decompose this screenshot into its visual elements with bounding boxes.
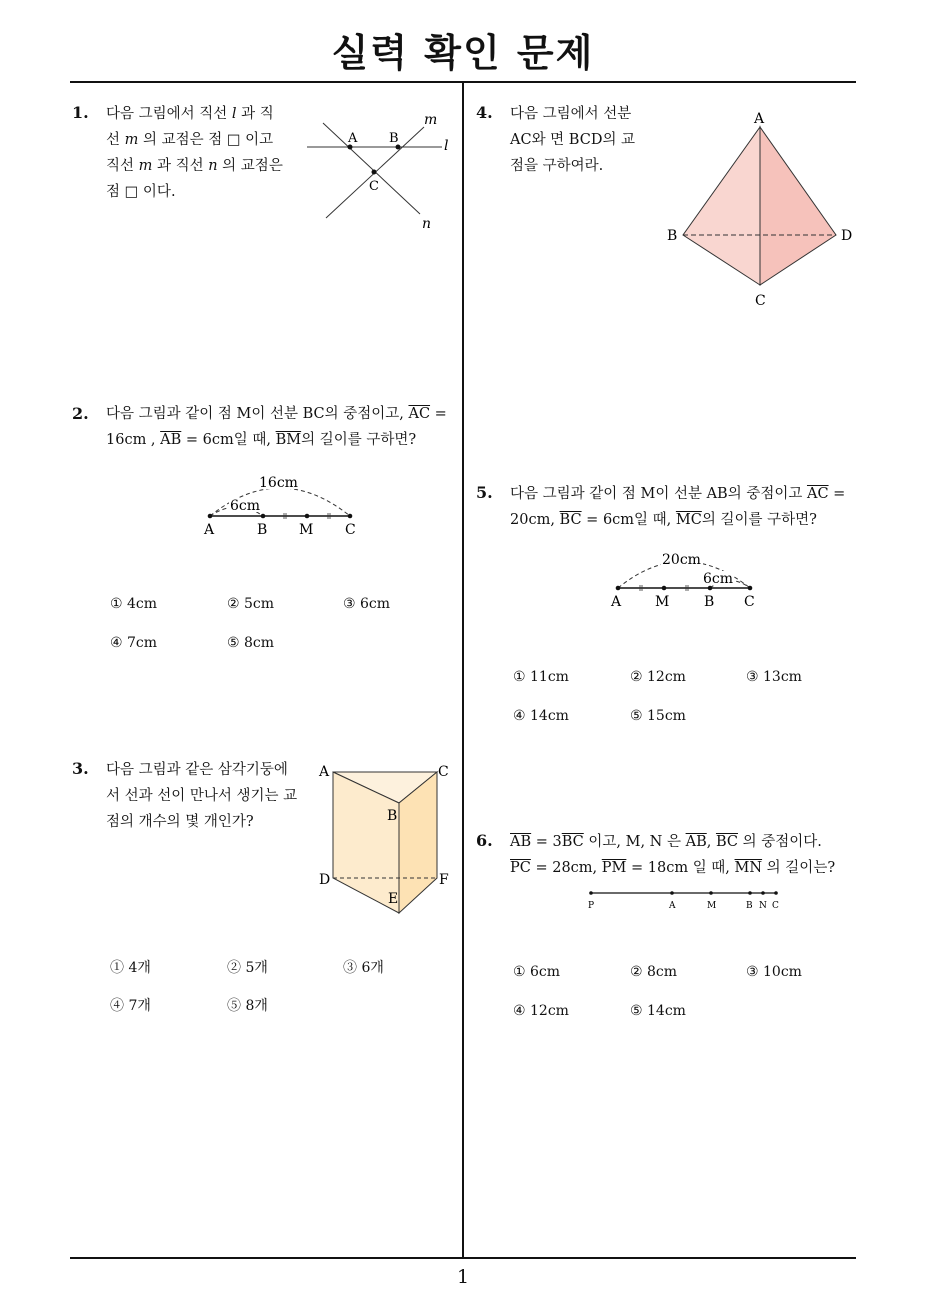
q5-text-e: 의 길이를 구하면? xyxy=(701,512,817,528)
q6-text-a: = 3 xyxy=(531,834,562,850)
label-f: F xyxy=(439,872,449,888)
q3-line-3: 점의 개수의 몇 개인가? xyxy=(106,814,254,830)
label-m: m xyxy=(424,112,438,128)
question-3-number: 3. xyxy=(72,759,89,778)
q1-text-c: 선 xyxy=(106,132,125,148)
q5-choice-3[interactable]: ③ 13cm xyxy=(746,669,802,685)
point-p xyxy=(589,891,593,895)
page-number: 1 xyxy=(456,1266,470,1288)
question-3-figure xyxy=(312,760,462,930)
label-n: n xyxy=(422,216,432,232)
label-c: C xyxy=(744,594,755,610)
question-6-figure xyxy=(580,882,790,914)
q3-choice-3[interactable]: ③ 6개 xyxy=(343,960,384,976)
q5-seg-ac: $\overline{AC}$ xyxy=(806,486,829,502)
question-1-number: 1. xyxy=(72,103,89,122)
point-c xyxy=(348,514,353,519)
label-m: M xyxy=(707,901,717,911)
question-1-figure xyxy=(300,105,460,235)
q6-text-e: = 28cm, xyxy=(530,860,602,876)
q1-var-m2: m xyxy=(138,158,153,174)
label-a: A xyxy=(611,594,622,610)
point-b xyxy=(261,514,266,519)
label-b: B xyxy=(704,594,715,610)
question-2-figure xyxy=(195,470,375,545)
q4-line-1: 다음 그림에서 선분 xyxy=(510,106,632,122)
label-l: l xyxy=(444,138,449,154)
point-c xyxy=(748,586,753,591)
line-n xyxy=(323,123,420,214)
question-4-figure xyxy=(660,105,860,315)
column-divider xyxy=(462,83,464,1259)
point-a xyxy=(616,586,621,591)
q6-seg-ab: $\overline{AB}$ xyxy=(510,834,532,850)
label-c: C xyxy=(438,764,449,780)
point-n xyxy=(761,891,765,895)
point-c xyxy=(372,170,377,175)
q6-seg-ab2: $\overline{AB}$ xyxy=(685,834,707,850)
tetra-face-abc xyxy=(683,127,760,285)
q1-var-m: m xyxy=(124,132,139,148)
q2-text-d: = 6cm일 때, xyxy=(181,432,276,448)
q1-text-b: 과 직 xyxy=(236,106,274,122)
point-b xyxy=(748,891,752,895)
question-5-text xyxy=(510,481,865,533)
bottom-rule xyxy=(70,1257,856,1259)
label-20cm: 20cm xyxy=(662,552,701,568)
question-4-number: 4. xyxy=(476,103,493,122)
question-2-text xyxy=(106,401,456,453)
question-4-text xyxy=(510,101,660,179)
q6-seg-mn: $\overline{MN}$ xyxy=(734,860,763,876)
q5-seg-bc: $\overline{BC}$ xyxy=(559,512,582,528)
label-6cm: 6cm xyxy=(703,571,734,587)
label-b: B xyxy=(257,522,268,538)
label-a: A xyxy=(669,901,676,911)
q2-text-c: 16cm , xyxy=(106,432,161,448)
q6-seg-bc: $\overline{BC}$ xyxy=(561,834,584,850)
q2-seg-ab: $\overline{AB}$ xyxy=(160,432,182,448)
point-a xyxy=(208,514,213,519)
q1-text-a: 다음 그림에서 직선 xyxy=(106,106,232,122)
label-c: C xyxy=(755,293,766,309)
label-m: M xyxy=(655,594,670,610)
q6-seg-pc: $\overline{PC}$ xyxy=(510,860,531,876)
label-a: A xyxy=(319,764,330,780)
q6-text-d: 의 중점이다. xyxy=(737,834,822,850)
q2-seg-bm: $\overline{BM}$ xyxy=(275,432,302,448)
q3-choice-1[interactable]: ① 4개 xyxy=(110,960,151,976)
q2-text-a: 다음 그림과 같이 점 M이 선분 BC의 중점이고, xyxy=(106,406,409,422)
label-d: D xyxy=(319,872,331,888)
question-6-number: 6. xyxy=(476,831,493,850)
label-c: C xyxy=(369,179,379,194)
label-a: A xyxy=(348,131,358,146)
q6-choice-2[interactable]: ② 8cm xyxy=(630,964,678,980)
point-a xyxy=(670,891,674,895)
q2-choice-5[interactable]: ⑤ 8cm xyxy=(227,635,275,651)
q3-line-1: 다음 그림과 같은 삼각기둥에 xyxy=(106,762,288,778)
question-3-text xyxy=(106,757,306,835)
q2-seg-ac: $\overline{AC}$ xyxy=(408,406,431,422)
q1-text-f: 과 직선 xyxy=(152,158,209,174)
q1-text-h: 점 □ 이다. xyxy=(106,184,176,200)
q2-choice-3[interactable]: ③ 6cm xyxy=(343,596,391,612)
label-n: N xyxy=(759,901,767,911)
q2-choice-1[interactable]: ① 4cm xyxy=(110,596,158,612)
q5-text-a: 다음 그림과 같이 점 M이 선분 AB의 중점이고 xyxy=(510,486,807,502)
label-c: C xyxy=(345,522,356,538)
q2-text-b: = xyxy=(430,406,447,422)
q1-var-l: l xyxy=(231,106,237,122)
q5-choice-2[interactable]: ② 12cm xyxy=(630,669,686,685)
label-b: B xyxy=(387,808,398,824)
label-a: A xyxy=(754,111,765,127)
point-m xyxy=(662,586,667,591)
point-m xyxy=(709,891,713,895)
q5-text-d: = 6cm일 때, xyxy=(581,512,676,528)
question-2-number: 2. xyxy=(72,404,89,423)
q5-seg-mc: $\overline{MC}$ xyxy=(675,512,702,528)
q5-choice-1[interactable]: ① 11cm xyxy=(513,669,569,685)
label-b: B xyxy=(667,228,678,244)
label-b: B xyxy=(389,131,399,146)
q2-text-e: 의 길이를 구하면? xyxy=(301,432,417,448)
q1-text-d: 의 교점은 점 □ 이고 xyxy=(138,132,274,148)
label-b: B xyxy=(746,901,753,911)
q5-text-c: 20cm, xyxy=(510,512,560,528)
label-c: C xyxy=(772,901,779,911)
label-d: D xyxy=(841,228,853,244)
q6-text-f: = 18cm 일 때, xyxy=(626,860,735,876)
point-c xyxy=(774,891,778,895)
q2-choice-4[interactable]: ④ 7cm xyxy=(110,635,158,651)
label-m: M xyxy=(299,522,314,538)
label-6cm: 6cm xyxy=(230,498,261,514)
q4-line-2: AC와 면 BCD의 교 xyxy=(510,132,636,148)
question-5-figure xyxy=(603,545,773,615)
q5-text-b: = xyxy=(828,486,846,502)
q6-text-c: , xyxy=(706,834,716,850)
q5-choice-5[interactable]: ⑤ 15cm xyxy=(630,708,686,724)
q4-line-3: 점을 구하여라. xyxy=(510,158,604,174)
q1-text-e: 직선 xyxy=(106,158,139,174)
q3-line-2: 서 선과 선이 만나서 생기는 교 xyxy=(106,788,298,804)
q1-var-n: n xyxy=(208,158,218,174)
q3-choice-4[interactable]: ④ 7개 xyxy=(110,998,151,1014)
label-e: E xyxy=(388,891,399,907)
label-p: P xyxy=(588,901,595,911)
q6-choice-3[interactable]: ③ 10cm xyxy=(746,964,802,980)
q6-seg-bc2: $\overline{BC}$ xyxy=(715,834,738,850)
tetra-face-acd xyxy=(760,127,836,285)
q6-text-g: 의 길이는? xyxy=(762,860,836,876)
q1-text-g: 의 교점은 xyxy=(217,158,283,174)
q6-seg-pm: $\overline{PM}$ xyxy=(601,860,627,876)
q6-choice-1[interactable]: ① 6cm xyxy=(513,964,561,980)
question-5-number: 5. xyxy=(476,483,493,502)
q3-choice-5[interactable]: ⑤ 8개 xyxy=(227,998,268,1014)
point-m xyxy=(305,514,310,519)
label-a: A xyxy=(204,522,215,538)
q3-choice-2[interactable]: ② 5개 xyxy=(227,960,268,976)
q5-choice-4[interactable]: ④ 14cm xyxy=(513,708,569,724)
q6-choice-5[interactable]: ⑤ 14cm xyxy=(630,1003,686,1019)
q6-choice-4[interactable]: ④ 12cm xyxy=(513,1003,569,1019)
page-title: 실력 확인 문제 xyxy=(331,31,595,75)
question-1-text xyxy=(106,101,296,205)
q6-text-b: 이고, M, N 은 xyxy=(583,834,686,850)
label-16cm: 16cm xyxy=(259,475,298,491)
q2-choice-2[interactable]: ② 5cm xyxy=(227,596,275,612)
question-6-text xyxy=(510,829,865,881)
